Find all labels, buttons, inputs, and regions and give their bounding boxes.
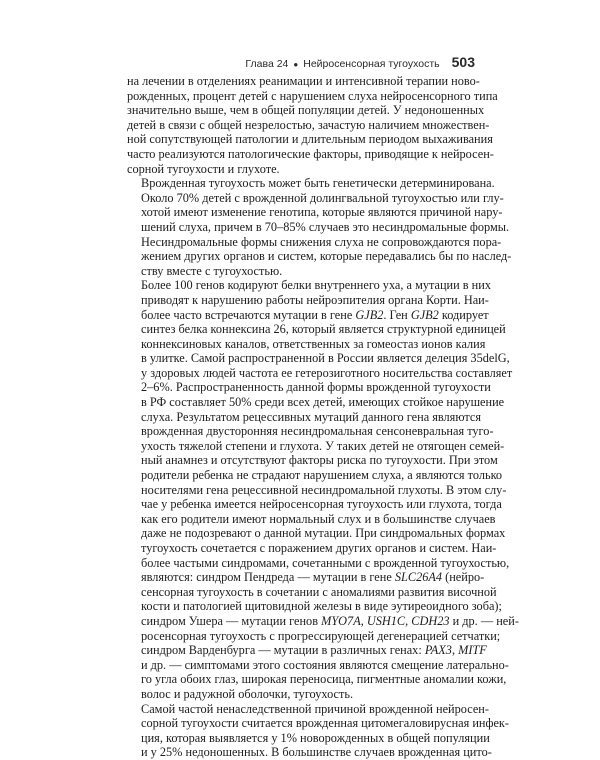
text-line: в РФ составляет 50% среди всех детей, имеющих стойкое нарушение xyxy=(141,395,505,410)
chapter-label: Глава 24 xyxy=(245,58,289,70)
text-line: ной сопутствующей патологии и длительным периодом выхаживания xyxy=(127,132,493,147)
text-line: более частыми синдромами, сочетанными с врожденной тугоухостью, xyxy=(141,555,510,570)
text-line: Врожденная тугоухость может быть генетически детерминирована. xyxy=(141,176,495,191)
text-line: сорной тугоухости и глухоте. xyxy=(127,161,280,176)
text-line: в улитке. Самой распространенной в России является делеция 35delG, xyxy=(141,351,510,366)
paragraph xyxy=(127,278,519,701)
section-title: Нейросенсорная тугоухость xyxy=(303,58,440,70)
text-line: чае у ребенка имеется нейросенсорная тугоухость или глухота, тогда xyxy=(141,497,502,512)
body-text xyxy=(127,74,519,760)
text-line: родители ребенка не страдают нарушением слуха, а являются только xyxy=(141,468,503,483)
text-line: врожденная двусторонняя несиндромальная сенсоневральная туго- xyxy=(141,424,494,439)
text-line: росенсорная тугоухость с прогрессирующей дегенерацией сетчатки; xyxy=(141,628,501,643)
running-header xyxy=(230,54,475,70)
text-line: синдром Ушера — мутации генов MYO7A, USH1C, CDH23 и др. — ней- xyxy=(141,613,519,628)
text-line: и у 25% недоношенных. В большинстве случаев врожденная цито- xyxy=(141,745,492,760)
bullet-separator: ● xyxy=(293,60,299,69)
text-line: на лечении в отделениях реанимации и интенсивной терапии ново- xyxy=(127,74,480,88)
text-line: слуха. Результатом рецессивных мутаций данного гена являются xyxy=(141,409,481,424)
text-line: и др. — симптомами этого состояния являются смещение латерально- xyxy=(141,657,509,672)
text-line: кости и патологией щитовидной железы в виде эутиреоидного зоба); xyxy=(141,599,502,614)
text-line: тугоухость сочетается с поражением других органов и систем. Наи- xyxy=(141,541,497,555)
paragraph xyxy=(127,701,509,760)
text-line: носителями гена рецессивной несиндромальной глухоты. В этом слу- xyxy=(141,482,507,497)
text-line: го угла обоих глаз, широкая переносица, пигментные аномалии кожи, xyxy=(141,672,507,687)
text-line: Самой частой ненаследственной причиной врожденной нейросен- xyxy=(141,701,489,716)
text-line: Более 100 генов кодируют белки внутреннего уха, а мутации в них xyxy=(141,278,491,293)
text-line: ству вместе с тугоухостью. xyxy=(141,263,283,278)
text-line: рожденных, процент детей с нарушением слуха нейросенсорного типа xyxy=(127,88,498,103)
text-line: сенсорная тугоухость в сочетании с аномалиями развития височной xyxy=(141,584,497,599)
text-line: ный анамнез и отсутствуют факторы риска по тугоухости. При этом xyxy=(141,453,498,468)
text-line: являются: синдром Пендреда — мутации в гене SLC26A4 (нейро- xyxy=(141,570,485,585)
paragraph xyxy=(127,176,512,278)
text-line: коннексиновых каналов, ответственных за гомеостаз ионов калия xyxy=(141,336,486,351)
text-line: детей в связи с общей незрелостью, зачастую наличием множествен- xyxy=(127,117,490,132)
text-line: приводят к нарушению работы нейроэпителия органа Корти. Наи- xyxy=(141,292,489,307)
text-line: хотой имеют изменение генотипа, которые являются причиной нару- xyxy=(141,205,503,220)
text-line: сорной тугоухости считается врожденная цитомегаловирусная инфек- xyxy=(141,716,509,731)
text-line: ция, которая выявляется у 1% новорожденных в общей популяции xyxy=(141,730,490,745)
text-line: часто реализуются патологические факторы, приводящие к нейросен- xyxy=(127,146,494,161)
text-line: как его родители имеют нормальный слух и в большинстве случаев xyxy=(141,511,496,526)
text-line: синтез белка коннексина 26, который является структурной единицей xyxy=(141,322,506,337)
text-line: синдром Варденбурга — мутации в различных генах: PAX3, MITF xyxy=(141,643,487,658)
page-number: 503 xyxy=(451,54,475,70)
paragraph xyxy=(127,74,498,176)
text-line: более часто встречаются мутации в гене GJB2. Ген GJB2 кодирует xyxy=(141,307,489,322)
text-line: Около 70% детей с врожденной долингвальной тугоухостью или глу- xyxy=(141,190,504,205)
text-line: даже не подозревают о данной мутации. При синдромальных формах xyxy=(141,526,506,541)
text-line: 2–6%. Распространенность данной формы врожденной тугоухости xyxy=(141,380,491,395)
text-line: шений слуха, причем в 70–85% случаев это несиндромальные формы. xyxy=(141,219,510,234)
text-line: волос и радужной оболочки, тугоухость. xyxy=(141,686,354,701)
text-line: ухость тяжелой степени и глухота. У таких детей не отягощен семей- xyxy=(141,438,505,453)
text-line: Несиндромальные формы снижения слуха не сопровождаются пора- xyxy=(141,234,502,249)
text-line: жением других органов и систем, которые передавались бы по наслед- xyxy=(141,249,512,264)
text-line: у здоровых людей частота ее гетерозиготного носительства составляет xyxy=(141,365,513,380)
text-line: значительно выше, чем в общей популяции детей. У недоношенных xyxy=(127,103,485,118)
